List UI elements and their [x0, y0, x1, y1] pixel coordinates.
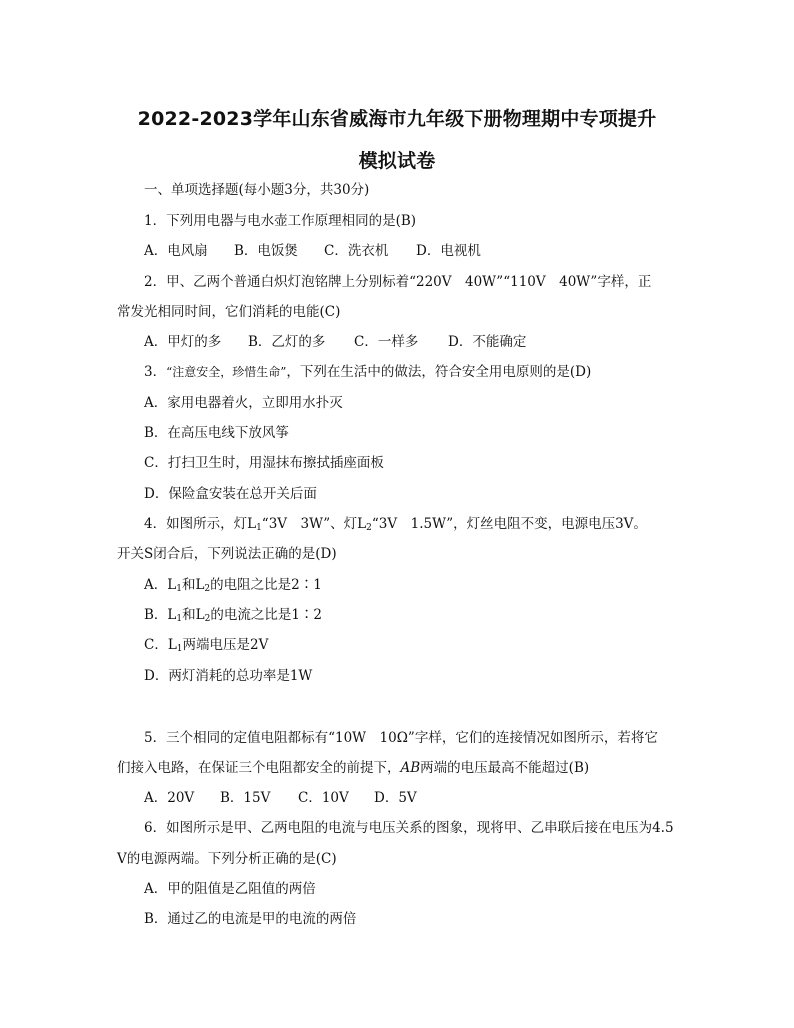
- question-3-option-a: A．家用电器着火，立即用水扑灭: [144, 395, 343, 411]
- question-1-options: [144, 242, 481, 260]
- subscript: 2: [204, 584, 211, 594]
- subscript: 1: [176, 644, 183, 654]
- question-text: ，下列在生活中的做法，符合安全用电原则的是(D): [286, 364, 592, 380]
- text: 和L: [181, 577, 205, 593]
- option-b: B．电饭煲: [234, 243, 298, 259]
- question-6-option-b: B．通过乙的电流是甲的电流的两倍: [144, 911, 357, 927]
- question-2-stem-line1: 2．甲、乙两个普通白炽灯泡铭牌上分别标着“220V 40W”“110V 40W”字样，正: [144, 274, 652, 290]
- question-1-stem: 1．下列用电器与电水壶工作原理相同的是(B): [144, 213, 417, 229]
- subscript: 1: [176, 584, 182, 594]
- text: “3V 3W”、灯L: [261, 516, 367, 532]
- question-4-stem-line1: [144, 515, 647, 537]
- text: B．L: [144, 607, 177, 623]
- question-6-stem-line2: V的电源两端。下列分析正确的是(C): [117, 851, 337, 867]
- option-a: A．甲灯的多: [144, 334, 222, 350]
- question-4-option-c: [144, 636, 268, 658]
- safety-slogan: “注意安全，珍惜生命”: [166, 365, 287, 379]
- question-6-option-a: A．甲的阻值是乙阻值的两倍: [144, 881, 316, 897]
- option-d: D．不能确定: [448, 334, 527, 350]
- subscript: 2: [204, 614, 211, 624]
- option-a: A．20V: [144, 790, 195, 806]
- text: A．L: [144, 577, 177, 593]
- question-3-option-c: C．打扫卫生时，用湿抹布擦拭插座面板: [144, 455, 384, 471]
- question-2-stem-line2: 常发光相同时间，它们消耗的电能(C): [117, 304, 341, 320]
- subscript: 1: [256, 523, 262, 533]
- option-c: C．一样多: [354, 334, 419, 350]
- text: 和L: [182, 607, 205, 623]
- text: 两端的电压最高不能超过(B): [420, 760, 590, 776]
- text: 两端电压是2V: [182, 637, 269, 653]
- option-b: B．15V: [220, 790, 271, 806]
- label-ab: AB: [400, 760, 421, 776]
- option-a: A．电风扇: [144, 243, 208, 259]
- text: C．L: [144, 637, 177, 653]
- question-5-options: [144, 789, 417, 807]
- page-subtitle: 模拟试卷: [358, 150, 436, 172]
- subscript: 1: [176, 614, 183, 624]
- subscript: 2: [366, 523, 372, 533]
- option-d: D．5V: [374, 790, 417, 806]
- question-4-option-a: [144, 576, 322, 598]
- question-6-stem-line1: 6．如图所示是甲、乙两电阻的电流与电压关系的图象，现将甲、乙串联后接在电压为4.5: [144, 820, 674, 836]
- question-3-option-d: D．保险盒安装在总开关后面: [144, 486, 317, 502]
- text: 4．如图所示，灯L: [144, 516, 257, 532]
- option-d: D．电视机: [416, 243, 481, 259]
- question-2-options: [144, 333, 526, 351]
- text: “3V 1.5W”，灯丝电阻不变，电源电压3V。: [371, 516, 647, 532]
- question-3-stem: [144, 363, 591, 381]
- question-4-option-b: [144, 606, 322, 628]
- question-4-stem-line2: 开关S闭合后，下列说法正确的是(D): [117, 546, 337, 562]
- section-heading: 一、单项选择题(每小题3分，共30分): [144, 182, 370, 198]
- option-c: C．洗衣机: [324, 243, 389, 259]
- page-title: 2022-2023学年山东省威海市九年级下册物理期中专项提升: [137, 108, 657, 130]
- question-number: 3．: [144, 364, 167, 380]
- question-3-option-b: B．在高压电线下放风筝: [144, 425, 289, 441]
- option-b: B．乙灯的多: [248, 334, 326, 350]
- question-5-stem-line2: [117, 759, 589, 777]
- question-5-stem-line1: 5．三个相同的定值电阻都标有“10W 10Ω”字样，它们的连接情况如图所示，若将它: [144, 730, 658, 746]
- text: 们接入电路，在保证三个电阻都安全的前提下，: [117, 760, 401, 776]
- question-4-option-d: D．两灯消耗的总功率是1W: [144, 668, 313, 684]
- option-c: C．10V: [298, 790, 349, 806]
- text: 的电流之比是1∶2: [210, 607, 323, 623]
- text: 的电阻之比是2∶1: [210, 577, 322, 593]
